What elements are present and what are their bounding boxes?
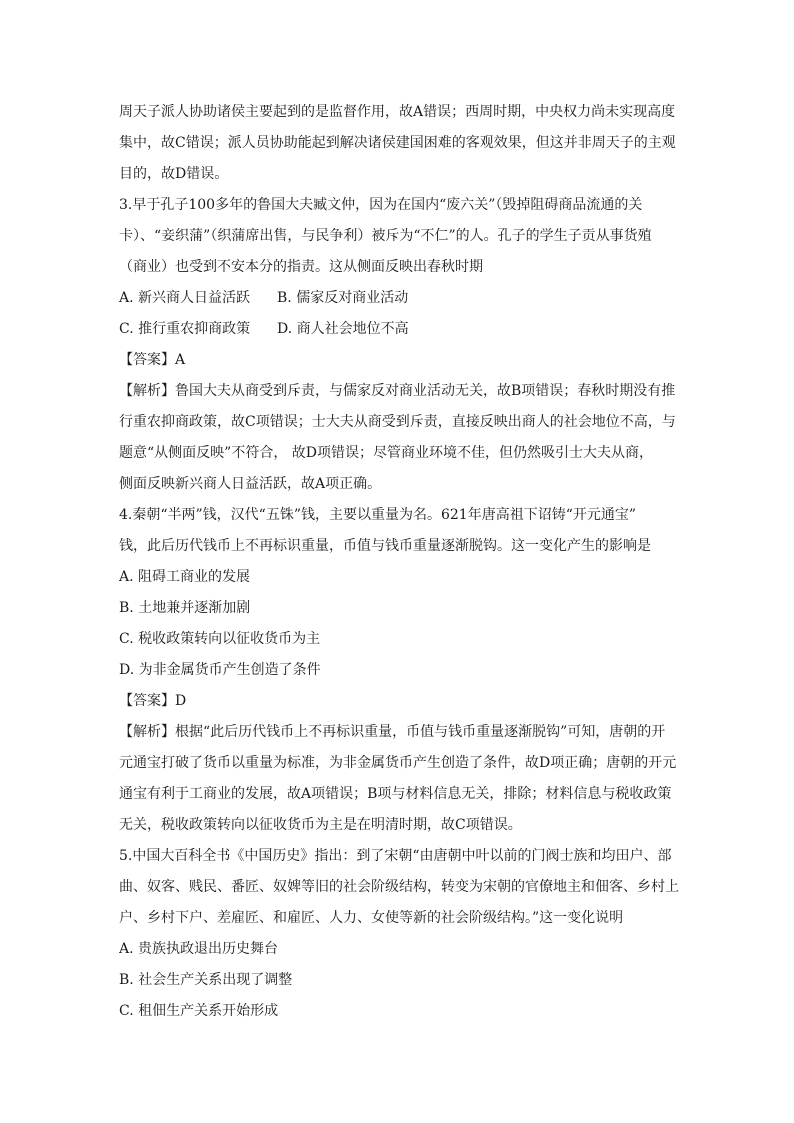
analysis-line: 侧面反映新兴商人日益活跃，故A项正确。: [119, 476, 382, 492]
option-a: A. 阻碍工商业的发展: [119, 569, 251, 585]
question-3: [119, 190, 681, 500]
text-line: 周天子派人协助诸侯主要起到的是监督作用，故A错误；西周时期，中央权力尚未实现高度: [119, 104, 676, 120]
option-b: B. 土地兼并逐渐加剧: [119, 600, 251, 616]
document-body: [119, 97, 681, 1027]
option-c: C. 租佃生产关系开始形成: [119, 1003, 279, 1019]
option-row: [119, 283, 681, 314]
intro-analysis: [119, 97, 681, 190]
question-stem-line: 钱，此后历代钱币上不再标识重量，币值与钱币重量逐渐脱钩。这一变化产生的影响是: [119, 538, 651, 554]
question-stem-line: 5.中国大百科全书《中国历史》指出：到了宋朝“由唐朝中叶以前的门阀士族和均田户、部: [119, 848, 672, 864]
question-stem-line: （商业）也受到不安本分的指责。这从侧面反映出春秋时期: [119, 259, 483, 275]
question-5: [119, 841, 681, 1027]
option-d: D. 为非金属货币产生创造了条件: [119, 662, 321, 678]
answer-line: 【答案】A: [119, 352, 186, 368]
option-b: B. 社会生产关系出现了调整: [119, 972, 293, 988]
text-line: 目的，故D错误。: [119, 166, 229, 182]
question-stem-line: 3.早于孔子100多年的鲁国大夫臧文仲，因为在国内“废六关”（毁掉阻碍商品流通的关: [119, 197, 643, 213]
question-stem-line: 曲、奴客、贱民、番匠、奴婢等旧的社会阶级结构，转变为宋朝的官僚地主和佃客、乡村上: [119, 879, 679, 895]
question-stem-line: 户、乡村下户、差雇匠、和雇匠、人力、女使等新的社会阶级结构。”这一变化说明: [119, 910, 624, 926]
analysis-line: 【解析】根据“此后历代钱币上不再标识重量，币值与钱币重量逐渐脱钩”可知，唐朝的开: [119, 724, 666, 740]
option-row: [119, 314, 681, 345]
analysis-line: 元通宝打破了货币以重量为标准，为非金属货币产生创造了条件，故D项正确；唐朝的开元: [119, 755, 677, 771]
analysis-line: 无关，税收政策转向以征收货币为主是在明清时期，故C项错误。: [119, 817, 522, 833]
text-line: 集中，故C错误；派人员协助能起到解决诸侯建国困难的客观效果，但这并非周天子的主观: [119, 135, 676, 151]
question-stem-line: 卡）、“妾织蒲”（织蒲席出售，与民争利）被斥为“不仁”的人。孔子的学生子贡从事货殖: [119, 228, 652, 244]
option-d: D. 商人社会地位不高: [277, 321, 409, 337]
question-4: [119, 500, 681, 841]
analysis-line: 【解析】鲁国大夫从商受到斥责，与儒家反对商业活动无关，故B项错误；春秋时期没有推: [119, 383, 676, 399]
option-c: C. 税收政策转向以征收货币为主: [119, 631, 321, 647]
answer-line: 【答案】D: [119, 693, 187, 709]
option-a: A. 贵族执政退出历史舞台: [119, 941, 279, 957]
analysis-line: 题意“从侧面反映”不符合， 故D项错误；尽管商业环境不佳，但仍然吸引士大夫从商，: [119, 445, 653, 461]
option-c: C. 推行重农抑商政策: [119, 321, 251, 337]
analysis-line: 通宝有利于工商业的发展，故A项错误；B项与材料信息无关，排除；材料信息与税收政策: [119, 786, 672, 802]
analysis-line: 行重农抑商政策，故C项错误；士大夫从商受到斥责，直接反映出商人的社会地位不高，与: [119, 414, 676, 430]
option-a: A. 新兴商人日益活跃: [119, 290, 251, 306]
question-stem-line: 4.秦朝“半两”钱，汉代“五铢”钱，主要以重量为名。621年唐高祖下诏铸“开元通宝”: [119, 507, 637, 523]
option-b: B. 儒家反对商业活动: [277, 290, 409, 306]
